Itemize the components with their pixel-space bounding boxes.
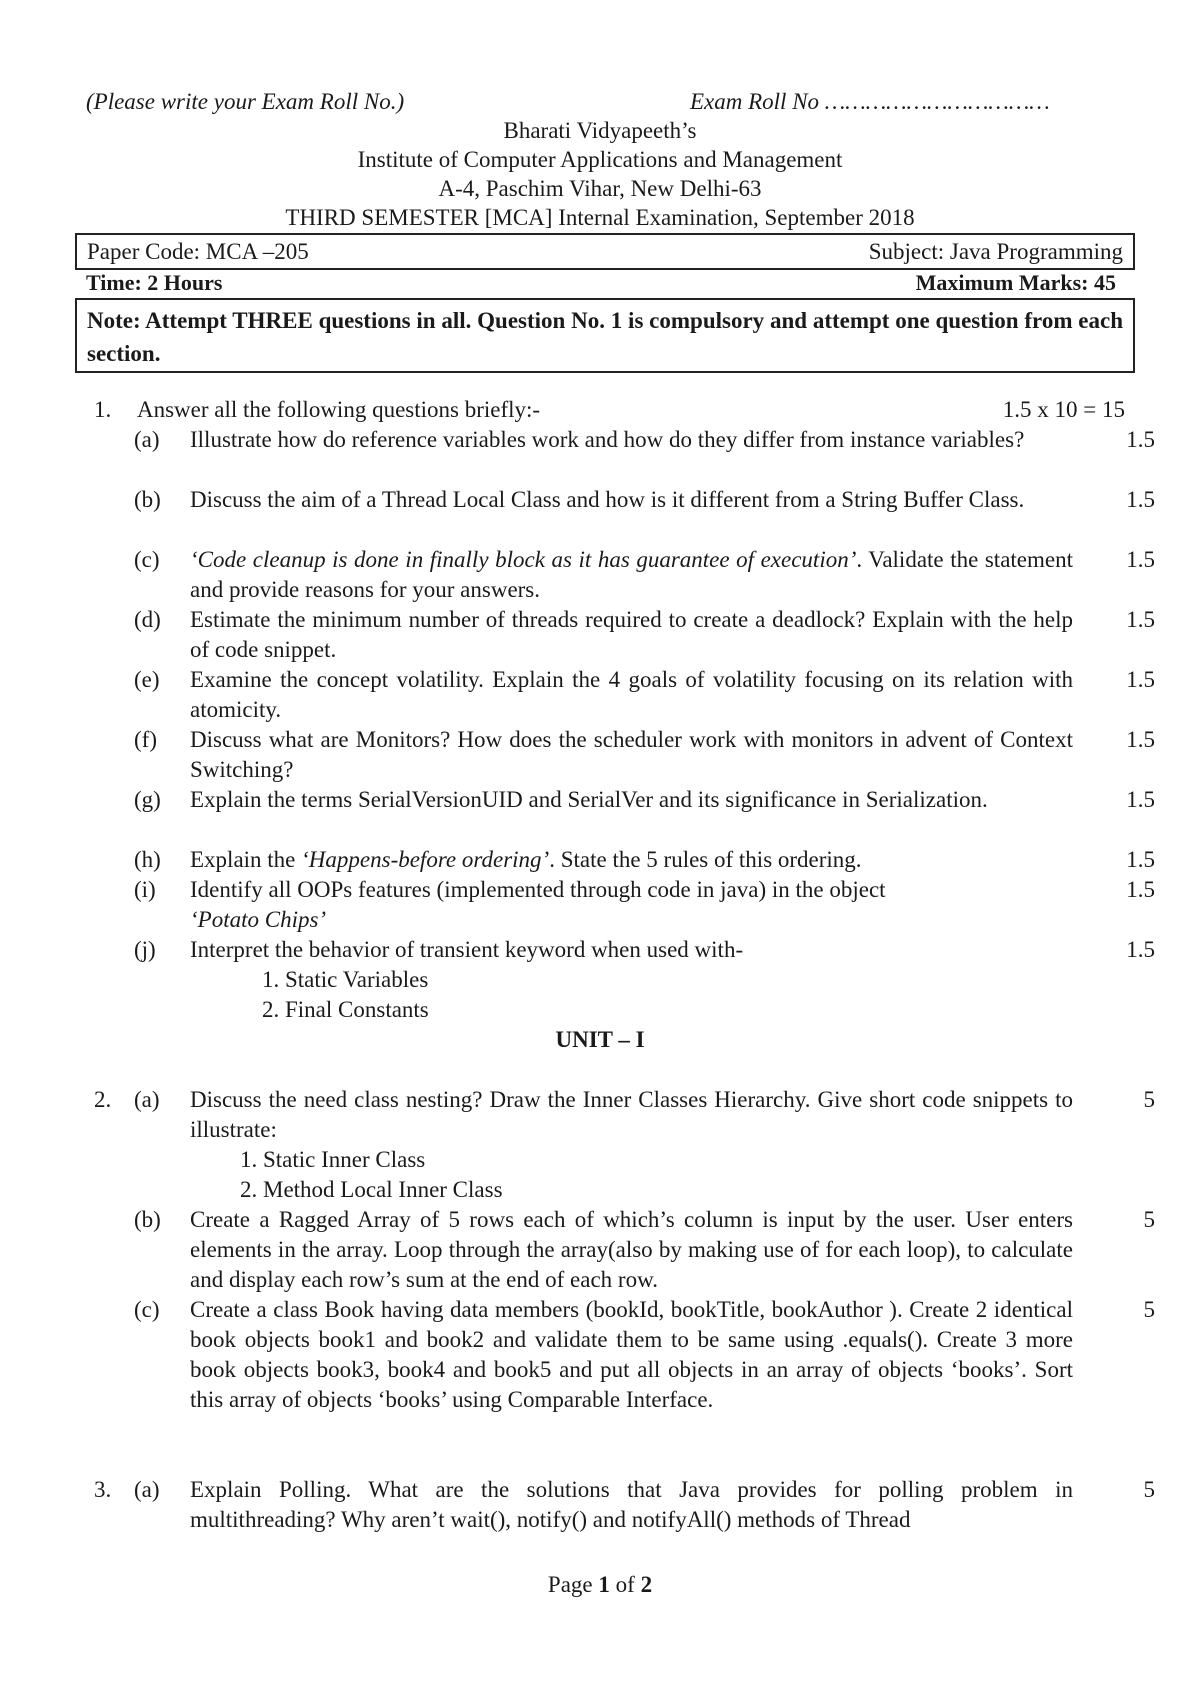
exam-title: THIRD SEMESTER [MCA] Internal Examination, September 2018 <box>285 205 915 230</box>
max-marks: Maximum Marks: 45 <box>915 270 1116 295</box>
institute-name-line1: Bharati Vidyapeeth’s <box>503 118 697 143</box>
exam-time: Time: 2 Hours <box>86 270 223 295</box>
paper-code: Paper Code: MCA –205 <box>87 239 309 264</box>
institute-address: A-4, Paschim Vihar, New Delhi-63 <box>438 176 762 201</box>
question-marks: 1.5 x 10 = 15 <box>1002 397 1125 422</box>
instructions-note: Note: Attempt THREE questions in all. Question No. 1 is compulsory and attempt one question from each section. <box>87 308 1123 366</box>
question-number: 2. <box>94 1087 112 1112</box>
question-text: Answer all the following questions briefly:- <box>137 397 541 422</box>
exam-page: (Please write your Exam Roll No.) Exam Roll No …………………………… Bharati Vidyapeeth’s Institute of Computer Applications and Management A-4, Paschim Vihar, New Delhi-63 THIRD SEMESTER [MCA] Internal Examination, September 2018 Paper Code: MCA –205 Subject: Java Programming Time: 2 Hours Maximum Marks: 45 Note: Attempt THREE questions in all. Question No. 1 is compulsory and attempt one question from each section. 1. Answer all the following questions briefly:- 1.5 x 10 = 15 (a) Illustrate how do reference variables work and how do they differ from instance variables? 1.5 (b) Discuss the aim of a Thread Local Class and how is it different from a String Buffer Class. 1.5 (c) ‘Code cleanup is done in finally block as it has guarantee of execution’. Validate the statement and provide reasons for your answers. 1.5 (d) Estimate the minimum number of threads required to create a deadlock? Explain with the help of code snippet. 1.5 (e) Examine the concept volatility. Explain the 4 goals of volatility focusing on its relation with atomicity. 1.5 (f) Discuss what are Monitors? How does the scheduler work with monitors in advent of Context Switching? 1.5 (g) Explain the terms SerialVersionUID and SerialVer and its significance in Serialization. 1.5 (h) Explain the ‘Happens-before ordering’. State the 5 rules of this ordering. 1.5 (i) Identify all OOPs features (implemented through code in java) in the object ‘Potato Chips’ 1.5 (j) Interpret the behavior of transient keyword when used with- 1.5 1. Static Variables 2. Final Constants UNIT – I 2. (a) Discuss the need class nesting? Draw the Inner Classes Hierarchy. Give short code snippets to illustrate: 5 1. Static Inner Class 2. Method Local Inner Class (b) Create a Ragged Array of 5 rows each of which’s column is input by the user. User enters elements in the array. Loop through the array(also by making use of for each loop), to calculate and display each row’s sum at the end of each row. 5 (c) Create a class Book having data members (bookId, bookTitle, bookAuthor ). Create 2 identical book objects book1 and book2 and validate them to be same using .equals(). Create 3 more book objects book3, book4 and book5 and put all objects in an array of objects ‘books’. Sort this array of objects ‘books’ using Comparable Interface. 5 3. (a) Explain Polling. What are the solutions that Java provides for polling problem in multithreading? Why aren’t wait(), notify() and notifyAll() methods of Thread 5 Page 1 of 2 <box>0 0 1200 1696</box>
subject: Subject: Java Programming <box>868 239 1123 264</box>
question-number: 3. <box>94 1477 112 1502</box>
page-footer: Page 1 of 2 <box>547 1572 653 1597</box>
note-box <box>75 298 1135 373</box>
institute-name-line2: Institute of Computer Applications and Management <box>357 147 843 172</box>
roll-number-label: Exam Roll No …………………………… <box>690 89 1050 114</box>
paper-info-box <box>75 233 1135 270</box>
question-number: 1. <box>94 397 112 422</box>
unit-heading: UNIT – I <box>555 1027 645 1052</box>
roll-prompt: (Please write your Exam Roll No.) <box>86 89 405 114</box>
